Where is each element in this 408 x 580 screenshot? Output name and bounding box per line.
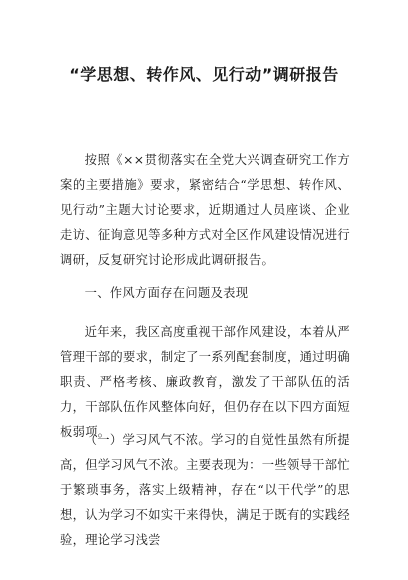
paragraph-text: 近年来，我区高度重视干部作风建设，本着从严管理干部的要求，制定了一系列配套制度，通过明确职责、严格考核、廉政教育，激发了干部队伍的活力，干部队伍作风整体向好，但仍存在以下四方面短板弱项。 [60, 325, 350, 439]
intro-paragraph [60, 148, 350, 273]
paragraph-text: （一）学习风气不浓。学习的自觉性虽然有所提高，但学习风气不浓。主要表现为：一些领导干部忙于繁琐事务，落实上级精神，存在“以干代学”的思想，认为学习不如实干来得快，满足于既有的实践经验，理论学习浅尝 [60, 433, 350, 547]
subsection-paragraph [60, 428, 350, 553]
section-heading [60, 281, 350, 306]
document-title: “学思想、转作风、见行动”调研报告 [69, 65, 339, 84]
overview-paragraph [60, 320, 350, 445]
section-heading-text: 一、作风方面存在问题及表现 [84, 286, 249, 300]
paragraph-text: 按照《××贯彻落实在全党大兴调查研究工作方案的主要措施》要求，紧密结合“学思想、转作风、见行动”主题大讨论要求，近期通过人员座谈、企业走访、征询意见等多种方式对全区作风建设情况进行调研，反复研究讨论形成此调研报告。 [60, 153, 350, 267]
